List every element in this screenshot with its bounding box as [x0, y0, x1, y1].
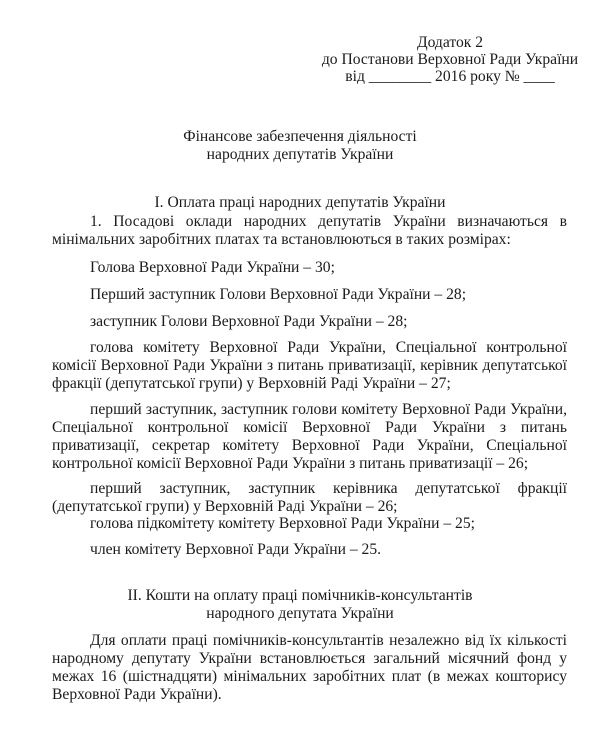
salary-item-chairman: Голова Верховної Ради України – 30;	[90, 259, 335, 276]
appendix-label: Додаток 2	[416, 34, 484, 51]
salary-item-faction-deputy	[52, 480, 567, 516]
salary-item-deputy-chairman: заступник Голови Верховної Ради України – 28;	[90, 313, 408, 330]
section-1-heading: І. Оплата праці народних депутатів України	[154, 194, 446, 211]
item4-line-3: фракції (депутатської групи) у Верховній Раді України – 27;	[52, 375, 451, 392]
salary-item-committee-deputy	[52, 401, 567, 473]
document-header	[300, 34, 600, 85]
item4-line-1: голова комітету Верховної Ради України, Спеціальної контрольної	[90, 339, 567, 356]
item5-line-1: перший заступник, заступник голови комітету Верховної Ради України,	[90, 401, 567, 418]
salary-item-committee-member: член комітету Верховної Ради України – 25.	[90, 541, 382, 558]
salary-item-subcommittee-head: голова підкомітету комітету Верховної Ради України – 25;	[90, 515, 475, 532]
title-line-1: Фінансове забезпечення діяльності	[183, 128, 417, 145]
intro-line-2: мінімальних заробітних платах та встановлюються в таких розмірах:	[52, 231, 511, 248]
section-2-heading-line-1: ІІ. Кошти на оплату праці помічників-консультантів	[127, 587, 473, 604]
resolution-reference: до Постанови Верховної Ради України	[321, 51, 579, 68]
title-line-2: народних депутатів України	[206, 146, 394, 163]
item6-line-2: (депутатської групи) у Верховній Раді України – 26;	[52, 498, 398, 515]
para-line-1: Для оплати праці помічників-консультантів незалежно від їх кількості	[90, 632, 567, 649]
item5-line-2: Спеціальної контрольної комісії Верховної Ради України з питань	[52, 419, 567, 436]
document-title	[0, 128, 600, 164]
para-line-3: межах 16 (шістнадцяти) мінімальних заробітних плат (в межах кошторису	[52, 668, 567, 685]
section-2-paragraph	[52, 632, 567, 704]
section-2-heading-line-2: народного депутата України	[206, 605, 394, 622]
resolution-date-number: від ________ 2016 року № ____	[345, 68, 555, 85]
item5-line-4: контрольної комісії Верховної Ради України з питань приватизації – 26;	[52, 455, 529, 472]
item5-line-3: приватизації, секретар комітету Верховної Ради України, Спеціальної	[52, 437, 567, 454]
salary-item-first-deputy-chairman: Перший заступник Голови Верховної Ради України – 28;	[90, 286, 467, 303]
item4-line-2: комісії Верховної Ради України з питань приватизації, керівник депутатської	[52, 357, 567, 374]
salary-item-committee-head	[52, 339, 567, 393]
section-2-heading	[0, 587, 600, 623]
item6-line-1: перший заступник, заступник керівника депутатської фракції	[90, 480, 567, 497]
intro-line-1: 1. Посадові оклади народних депутатів України визначаються в	[90, 213, 567, 230]
section-1-intro	[52, 213, 567, 249]
para-line-4: Верховної Ради України).	[52, 686, 222, 703]
para-line-2: народному депутату України встановлюється загальний місячний фонд у	[52, 650, 567, 667]
